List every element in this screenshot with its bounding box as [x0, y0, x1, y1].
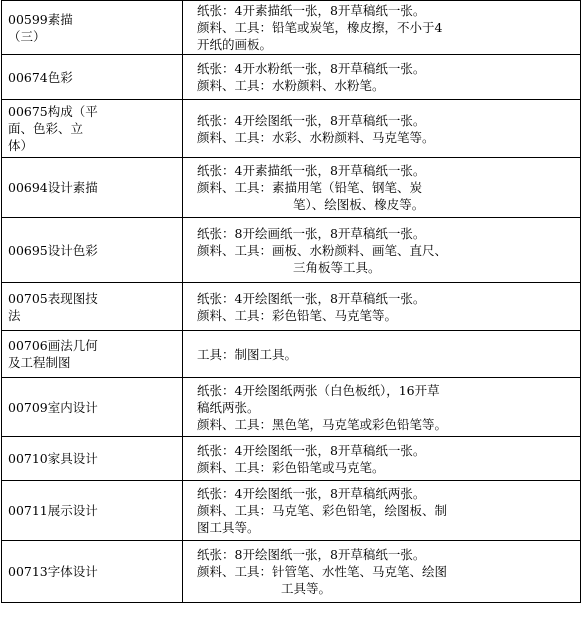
course-name-line: 00675构成（平 — [8, 104, 98, 119]
table-row — [2, 541, 581, 603]
requirements-cell — [183, 378, 581, 437]
requirement-line: 纸张：4开水粉纸一张，8开草稿纸一张。 — [197, 61, 426, 76]
course-cell — [2, 437, 183, 481]
course-name-line: 00710家具设计 — [8, 451, 98, 466]
course-name-line: 00713字体设计 — [8, 564, 98, 579]
requirement-line: 纸张：4开绘图纸一张，8开草稿纸两张。 — [197, 486, 426, 501]
requirements-cell — [183, 100, 581, 158]
requirement-line: 纸张：4开绘图纸两张（白色板纸），16开草 — [197, 382, 440, 398]
course-cell — [2, 158, 183, 218]
table-row — [2, 218, 581, 283]
requirement-line: 颜料、工具：马克笔、彩色铅笔，绘图板、制 — [197, 503, 448, 518]
course-name-line: 体） — [8, 138, 34, 153]
requirement-line: 纸张：4开绘图纸一张，8开草稿纸一张。 — [197, 290, 426, 306]
table-row — [2, 481, 581, 541]
requirement-line: 开纸的画板。 — [197, 37, 273, 52]
course-name-line: 面、色彩、立 — [8, 121, 84, 136]
requirements-cell — [183, 437, 581, 481]
course-cell — [2, 378, 183, 437]
course-name-line: 00705表现图技 — [8, 290, 98, 306]
table-row — [2, 283, 581, 331]
requirement-line: 颜料、工具：黑色笔，马克笔或彩色铅笔等。 — [197, 416, 448, 432]
requirement-line: 三角板等工具。 — [293, 259, 381, 275]
requirement-line: 纸张：8开绘画纸一张，8开草稿纸一张。 — [197, 225, 426, 241]
course-name-line: 00599素描 — [8, 11, 73, 27]
requirements-cell — [183, 218, 581, 283]
requirement-line: 工具等。 — [281, 581, 332, 596]
requirements-cell — [183, 331, 581, 378]
requirement-line: 图工具等。 — [197, 520, 260, 535]
requirement-line: 颜料、工具：画板、水粉颜料、画笔、直尺、 — [197, 242, 448, 258]
table-row — [2, 55, 581, 100]
course-cell — [2, 100, 183, 158]
requirement-line: 纸张：4开绘图纸一张，8开草稿纸一张。 — [197, 112, 426, 128]
course-name-line: （三） — [8, 28, 46, 44]
course-cell — [2, 481, 183, 541]
requirement-line: 工具：制图工具。 — [197, 346, 298, 362]
requirement-line: 笔）、绘图板、橡皮等。 — [293, 197, 425, 212]
course-name-line: 00706画法几何 — [8, 338, 98, 353]
requirement-line: 颜料、工具：铅笔或炭笔，橡皮擦，不小于4 — [197, 20, 443, 35]
course-cell — [2, 1, 183, 55]
course-cell — [2, 331, 183, 378]
course-cell — [2, 218, 183, 283]
requirement-line: 颜料、工具：水粉颜料、水粉笔。 — [197, 78, 385, 93]
course-name-line: 00694设计素描 — [8, 180, 98, 195]
table-row — [2, 331, 581, 378]
course-name-line: 00674色彩 — [8, 69, 73, 85]
requirement-line: 纸张：4开绘图纸一张，8开草稿纸一张。 — [197, 442, 426, 458]
requirement-line: 纸张：4开素描纸一张，8开草稿纸一张。 — [197, 3, 426, 18]
table-row — [2, 437, 581, 481]
requirement-line: 颜料、工具：彩色铅笔、马克笔等。 — [197, 307, 398, 323]
course-name-line: 00709室内设计 — [8, 399, 98, 415]
requirement-line: 稿纸两张。 — [197, 399, 260, 415]
course-cell — [2, 55, 183, 100]
exam-materials-table — [1, 0, 581, 603]
requirements-cell — [183, 481, 581, 541]
requirements-cell — [183, 158, 581, 218]
table-row — [2, 378, 581, 437]
requirement-line: 颜料、工具：彩色铅笔或马克笔。 — [197, 459, 385, 475]
table-row — [2, 158, 581, 218]
course-name-line: 00695设计色彩 — [8, 242, 98, 258]
course-name-line: 及工程制图 — [8, 355, 71, 370]
requirement-line: 颜料、工具：针管笔、水性笔、马克笔、绘图 — [197, 564, 448, 579]
requirements-cell — [183, 283, 581, 331]
requirement-line: 颜料、工具：素描用笔（铅笔、钢笔、炭 — [197, 180, 423, 195]
requirement-line: 纸张：8开绘图纸一张，8开草稿纸一张。 — [197, 547, 426, 562]
requirements-cell — [183, 1, 581, 55]
course-name-line: 法 — [8, 307, 21, 323]
requirements-cell — [183, 55, 581, 100]
course-cell — [2, 541, 183, 603]
table-row — [2, 100, 581, 158]
requirements-cell — [183, 541, 581, 603]
course-name-line: 00711展示设计 — [8, 503, 98, 518]
requirement-line: 颜料、工具：水彩、水粉颜料、马克笔等。 — [197, 129, 435, 145]
requirement-line: 纸张：4开素描纸一张，8开草稿纸一张。 — [197, 163, 426, 178]
course-cell — [2, 283, 183, 331]
table-row — [2, 1, 581, 55]
